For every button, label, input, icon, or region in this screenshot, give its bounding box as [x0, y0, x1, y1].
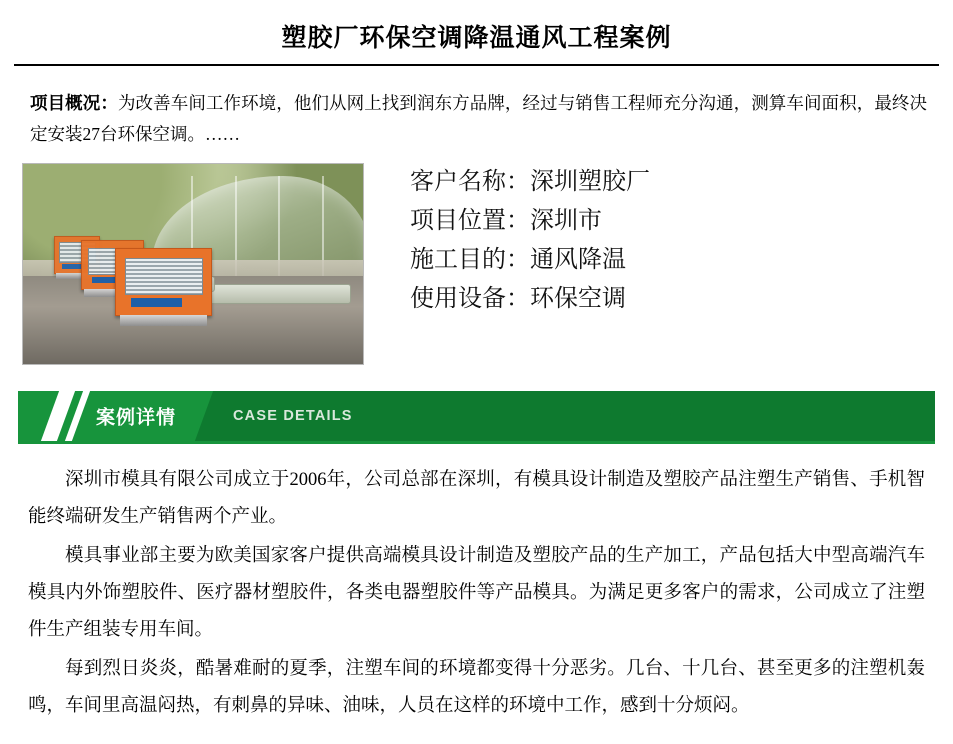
section-bar-underline: [18, 441, 935, 444]
info-value-purpose: 通风降温: [530, 247, 626, 273]
project-overview: [30, 88, 927, 149]
info-label-equipment: 使用设备：: [410, 285, 530, 312]
page-title: 塑胶厂环保空调降温通风工程案例: [281, 25, 672, 52]
cooler-badge: [131, 298, 182, 307]
cooler-legs: [120, 315, 208, 326]
info-value-location: 深圳市: [530, 208, 602, 235]
overview-label: 项目概况：: [30, 93, 118, 113]
body-paragraph: 深圳市模具有限公司成立于2006年，公司总部在深圳，有模具设计制造及塑胶产品注塑生产销售、手机智能终端研发生产销售两个产业。: [28, 470, 925, 528]
info-label-location: 项目位置：: [410, 208, 530, 235]
info-value-equipment: 环保空调: [530, 285, 626, 312]
info-item-equipment: [410, 280, 650, 319]
info-value-customer: 深圳塑胶厂: [530, 169, 650, 196]
photo-cooler-unit: [115, 248, 212, 316]
title-divider: [14, 64, 939, 66]
section-title-cn: 案例详情: [96, 407, 177, 429]
project-photo: [22, 163, 364, 365]
project-info-list: [410, 163, 650, 319]
section-title-en: CASE DETAILS: [233, 408, 353, 425]
photo-duct: [207, 284, 352, 304]
info-label-customer: 客户名称：: [410, 169, 530, 196]
info-item-customer: [410, 163, 650, 202]
info-item-purpose: [410, 241, 650, 280]
overview-text: 为改善车间工作环境，他们从网上找到润东方品牌，经过与销售工程师充分沟通，测算车间面积，最终决定安装27台环保空调。……: [30, 93, 927, 144]
info-row: [22, 163, 945, 365]
body-paragraph: 每到烈日炎炎，酷暑难耐的夏季，注塑车间的环境都变得十分恶劣。几台、十几台、甚至更多的注塑机轰鸣，车间里高温闷热，有刺鼻的异味、油味，人员在这样的环境中工作，感到十分烦闷。: [28, 659, 925, 717]
body-paragraph: 模具事业部主要为欧美国家客户提供高端模具设计制造及塑胶产品的生产加工，产品包括大中型高端汽车模具内外饰塑胶件、医疗器材塑胶件，各类电器塑胶件等产品模具。为满足更多客户的需求，公司成立了注塑件生产组装专用车间。: [28, 546, 925, 641]
section-header-bar: [18, 391, 935, 441]
info-item-location: [410, 202, 650, 241]
info-label-purpose: 施工目的：: [410, 247, 530, 273]
case-details-body: [28, 462, 925, 725]
cooler-grille-icon: [125, 258, 203, 294]
